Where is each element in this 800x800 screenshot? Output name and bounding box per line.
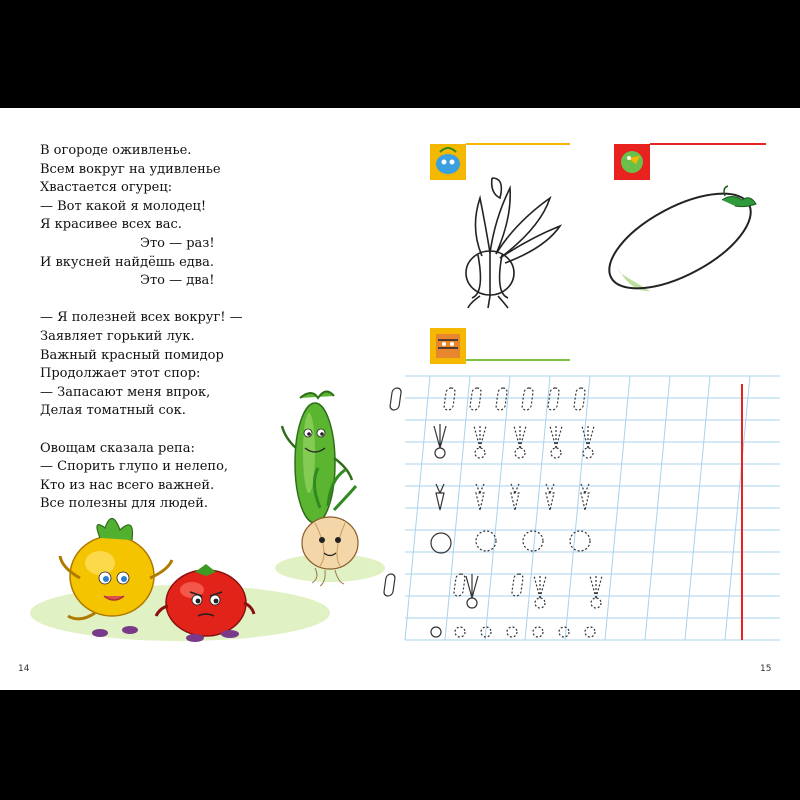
practice-heading <box>430 328 570 364</box>
tracing-row-cucumbers <box>390 388 586 410</box>
poem-line: Хвастается огурец: <box>40 180 173 196</box>
poem-line: Продолжает этот спор: <box>40 366 201 382</box>
poem-line: Я красивее всех вас. <box>40 217 182 233</box>
poem-line: Кто из нас всего важней. <box>40 477 215 493</box>
tiger-mascot-icon <box>436 334 460 358</box>
cucumber-tracing-exercise <box>595 144 766 308</box>
poem-line: — Я полезней всех вокруг! — <box>40 310 243 326</box>
poem-line: — Спорить глупо и нелепо, <box>40 459 229 475</box>
poem-line: Это — два! <box>140 273 215 289</box>
poem-line: Заявляет горький лук. <box>40 328 195 344</box>
poem-line: В огороде оживленье. <box>40 143 192 158</box>
page-number-right: 15 <box>760 664 772 674</box>
handwriting-practice-grid <box>405 376 780 640</box>
poem-line: Все полезны для людей. <box>40 496 209 512</box>
illustrations <box>0 108 800 690</box>
cucumber-outline-icon <box>595 174 765 307</box>
tracing-row-small-circles <box>431 627 595 637</box>
poem-line: Важный красный помидор <box>40 347 224 363</box>
poem-line: Это — раз! <box>140 235 215 251</box>
poem-line: — Вот какой я молодец! <box>40 198 207 214</box>
poem-line: Овощам сказала репа: <box>40 440 195 456</box>
onion-tracing-exercise <box>430 144 570 308</box>
poem-line: — Запасают меня впрок, <box>40 384 211 400</box>
onion-outline-icon <box>466 178 560 308</box>
poem-line: И вкусней найдёшь едва. <box>40 254 214 270</box>
poem-line: Делая томатный сок. <box>40 403 186 419</box>
book-spread <box>0 108 800 690</box>
cartoon-vegetables-illustration <box>30 391 385 642</box>
parrot-mascot-icon <box>621 151 643 173</box>
page-number-left: 14 <box>18 664 30 674</box>
tracing-row-onions <box>434 424 594 458</box>
poem-line: Всем вокруг на удивленье <box>40 161 221 177</box>
